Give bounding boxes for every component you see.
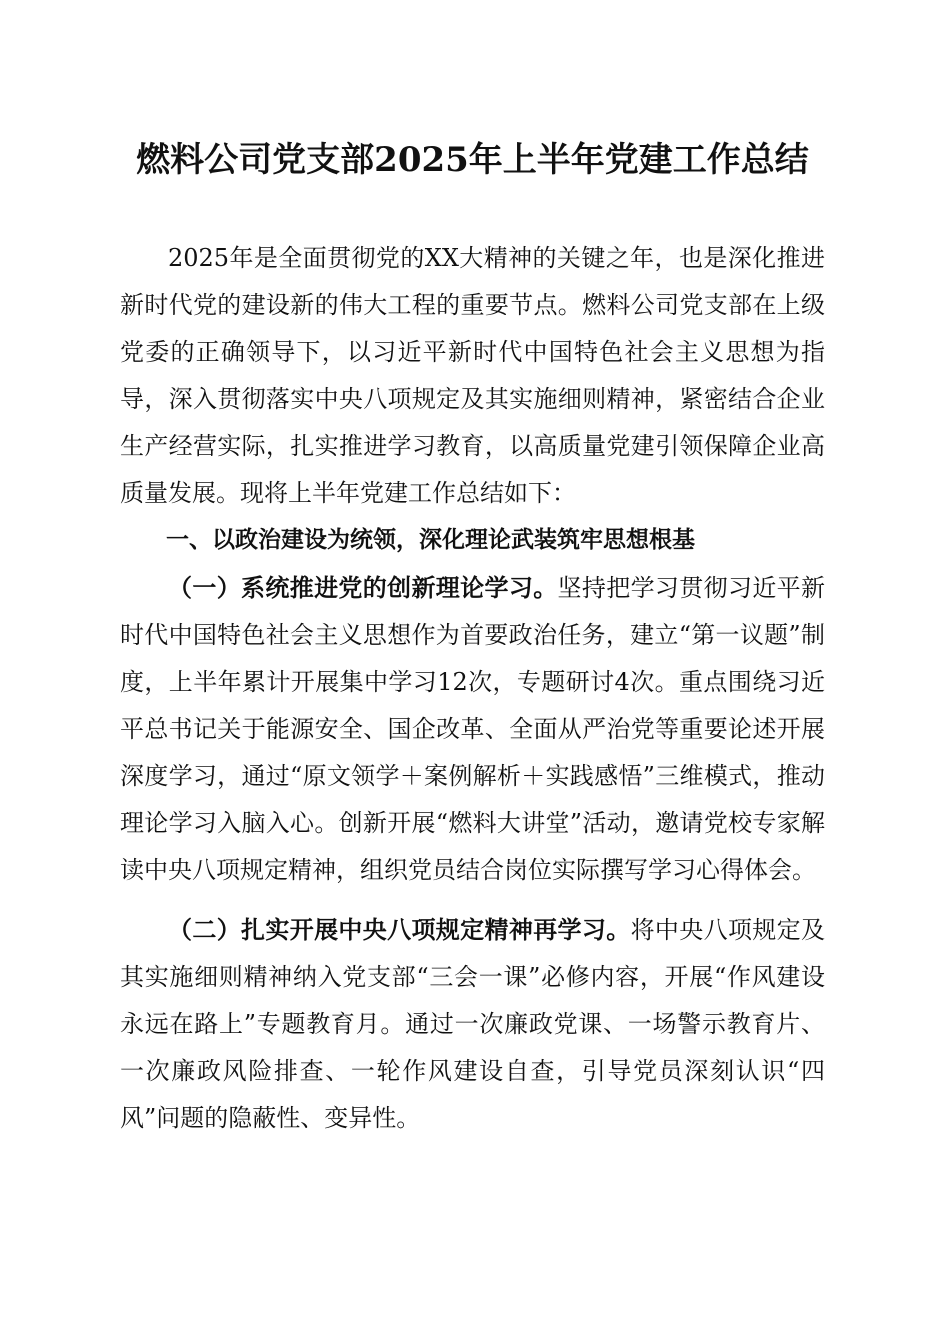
document-title: 燃料公司党支部2025年上半年党建工作总结 <box>136 140 809 180</box>
item-paragraph-1 <box>120 564 825 894</box>
item-text-1: 坚持把学习贯彻习近平新时代中国特色社会主义思想作为首要政治任务，建立“第一议题”制度，上半年累计开展集中学习12次，专题研讨4次。重点围绕习近平总书记关于能源安全、国企改革、全面从严治党等重要论述开展深度学习，通过“原文领学＋案例解析＋实践感悟”三维模式，推动理论学习入脑入心。创新开展“燃料大讲堂”活动，邀请党校专家解读中央八项规定精神，组织党员结合岗位实际撰写学习心得体会。 <box>120 574 826 884</box>
item-text-2: 将中央八项规定及其实施细则精神纳入党支部“三会一课”必修内容，开展“作风建设永远在路上”专题教育月。通过一次廉政党课、一场警示教育片、一次廉政风险排查、一轮作风建设自查，引导党员深刻认识“四风”问题的隐蔽性、变异性。 <box>120 916 826 1132</box>
item-lead-1: （一）系统推进党的创新理论学习。 <box>168 573 558 602</box>
document-page <box>120 130 825 1142</box>
document-body <box>120 235 825 1142</box>
section-heading: 一、以政治建设为统领，深化理论武装筑牢思想根基 <box>166 527 695 553</box>
item-paragraph-2 <box>120 906 825 1142</box>
item-lead-2: （二）扎实开展中央八项规定精神再学习。 <box>168 915 631 944</box>
paragraph-gap <box>120 894 825 906</box>
intro-paragraph: 2025年是全面贯彻党的XX大精神的关键之年，也是深化推进新时代党的建设新的伟大工程的重要节点。燃料公司党支部在上级党委的正确领导下，以习近平新时代中国特色社会主义思想为指导，深入贯彻落实中央八项规定及其实施细则精神，紧密结合企业生产经营实际，扎实推进学习教育，以高质量党建引领保障企业高质量发展。现将上半年党建工作总结如下： <box>120 244 825 507</box>
